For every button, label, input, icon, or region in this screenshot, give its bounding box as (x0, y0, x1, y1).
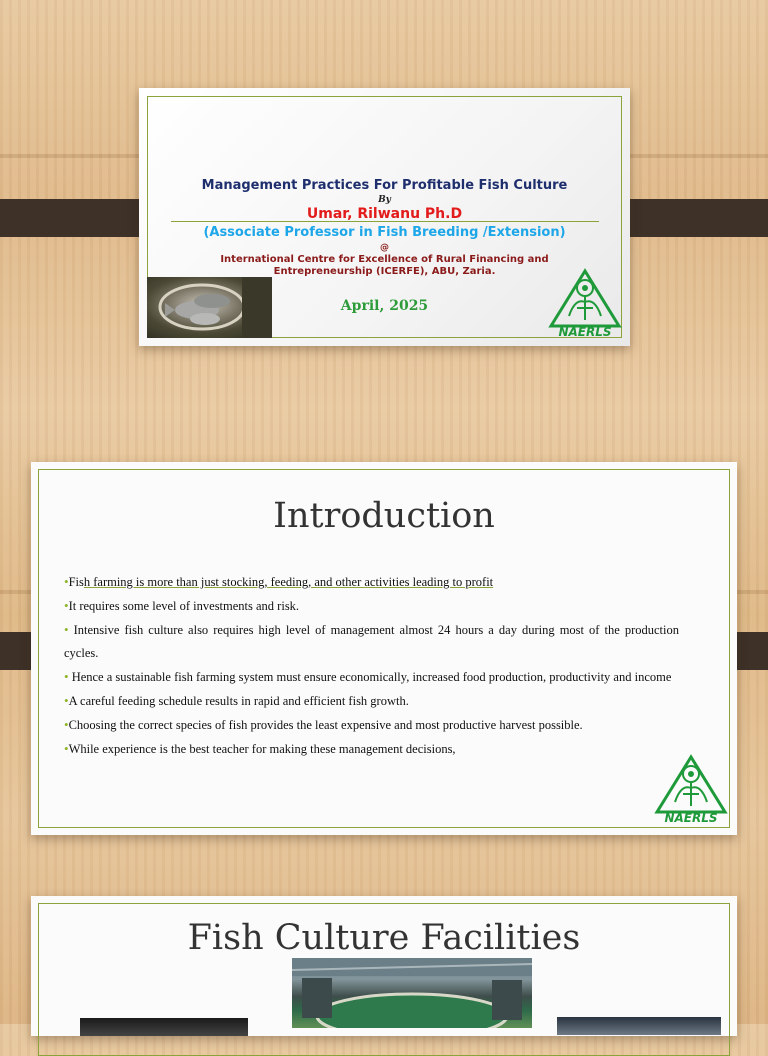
side-bar-left-1 (0, 199, 155, 237)
list-item: •Choosing the correct species of fish provides the least expensive and most productive harvest possible. (64, 717, 583, 732)
author-role: (Associate Professor in Fish Breeding /Extension) (203, 225, 566, 240)
by-label: By (378, 195, 391, 205)
bullet-icon: • (64, 574, 69, 589)
institution-name: International Centre for Excellence of Rural Financing and Entrepreneurship (ICERFE), ABU, Zaria. (220, 254, 549, 277)
slide-title-text: Fish Culture Facilities (187, 918, 581, 958)
at-symbol: @ (380, 243, 389, 253)
logo-text: NAERLS (558, 325, 612, 339)
facility-photo-left (80, 1018, 248, 1036)
bullet-icon: • (64, 741, 69, 756)
naerls-logo (545, 268, 625, 340)
bullet-icon: • (64, 693, 69, 708)
bullet-icon: • (64, 669, 69, 684)
slide-fish-culture-facilities[interactable] (31, 896, 737, 1036)
list-item: •While experience is the best teacher for making these management decisions, (64, 741, 456, 756)
bullet-icon: • (64, 598, 69, 613)
list-item: •It requires some level of investments and risk. (64, 598, 300, 613)
bullet-list (64, 570, 679, 761)
author-name: Umar, Rilwanu Ph.D (306, 206, 463, 222)
list-item: • Hence a sustainable fish farming system must ensure economically, increased food production, productivity and income (64, 669, 672, 684)
logo-text: NAERLS (664, 811, 718, 825)
bullet-icon: • (64, 622, 69, 637)
presentation-title: Management Practices For Profitable Fish Culture (201, 178, 568, 193)
list-item: •Fish farming is more than just stocking, feeding, and other activities leading to profit (64, 574, 494, 589)
facility-photo-right (557, 1017, 721, 1035)
slide-title[interactable] (139, 88, 630, 346)
slide-introduction[interactable] (31, 462, 737, 835)
facility-photo-center (292, 958, 532, 1028)
list-item: •A careful feeding schedule results in rapid and efficient fish growth. (64, 693, 409, 708)
list-item: • Intensive fish culture also requires high level of management almost 24 hours a day during most of the production cycles. (64, 622, 679, 660)
side-bar-right-1 (613, 199, 768, 237)
naerls-logo (651, 754, 731, 826)
title-divider (171, 221, 599, 222)
bullet-icon: • (64, 717, 69, 732)
presentation-date: April, 2025 (340, 298, 429, 314)
slide-title-text: Introduction (273, 496, 495, 536)
fish-photo (147, 277, 272, 338)
